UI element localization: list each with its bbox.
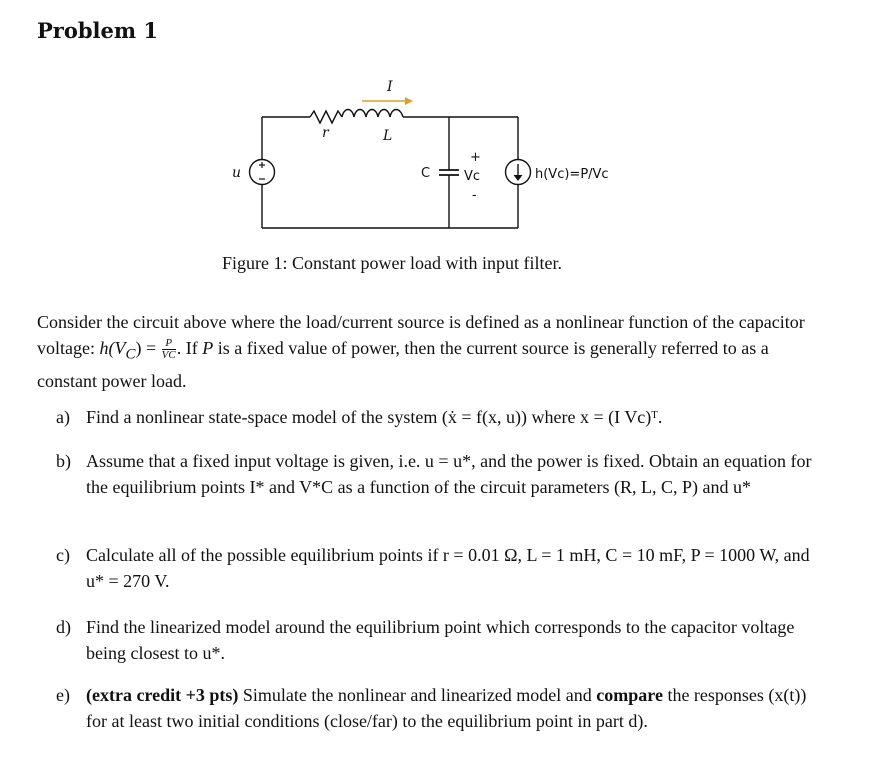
label-source: u [232,165,242,181]
intro-p: P [202,338,214,358]
intro-fraction [162,338,176,361]
current-arrow-head [405,97,413,105]
circuit-diagram [225,75,645,240]
item-label: e) [56,685,70,705]
intro-part1: Consider the circuit above where the load/current source is defined as a nonlinear function of the capacitor voltage: [37,312,805,358]
compare-word: compare [596,685,663,705]
label-resistor: r [322,125,329,141]
item-text: Find the linearized model around the equilibrium point which corresponds to the capacitor voltage being closest to u*. [86,617,795,663]
label-capacitor: C [421,166,431,181]
label-load: h(Vc)=P/Vc [535,167,609,182]
item-text: Calculate all of the possible equilibrium points if r = 0.01 Ω, L = 1 mH, C = 10 mF, P = 1000 W, and u* = 270 V. [86,545,810,591]
intro-eq-mid: ) = [135,338,161,358]
extra-credit-label: (extra credit +3 pts) [86,685,239,705]
intro-part2: . If [176,338,203,358]
circuit-figure [225,75,645,240]
fraction-denominator: VC [161,349,176,362]
item-text-rest: the responses (x(t)) for at least two initial conditions (close/far) to the equilibrium point in part d). [86,685,807,731]
list-item [56,614,822,666]
label-inductor: L [383,128,393,144]
label-vc-minus: - [472,188,477,203]
label-vc-plus: + [470,150,481,165]
item-text: Find a nonlinear state-space model of the system (ẋ = f(x, u)) where x = (I Vc)ᵀ. [86,407,663,427]
item-label: b) [56,451,71,471]
list-item [56,448,822,500]
item-text: Assume that a fixed input voltage is given, i.e. u = u*, and the power is fixed. Obtain an equation for the equilibrium points I* and V*C as a function of the circuit parameters (R, L, C, P) and u* [86,451,812,497]
item-label: a) [56,407,70,427]
problem-title: Problem 1 [37,18,159,43]
fraction-numerator: P [162,338,176,350]
item-label: c) [56,545,70,565]
list-item [56,404,822,430]
item-text [86,682,822,734]
figure-caption: Figure 1: Constant power load with input filter. [222,253,562,273]
list-item [56,682,822,734]
intro-paragraph [37,309,822,394]
list-item [56,542,822,594]
intro-eq-lhs: h(V [99,338,126,358]
item-label: d) [56,617,71,637]
item-text-mid: Simulate the nonlinear and linearized model and [238,685,597,705]
intro-part3: is a fixed value of power, then the current source is generally referred to as a constant power load. [37,338,769,391]
label-vc: Vc [464,169,481,184]
resistor-zigzag [310,111,342,123]
inductor-coil [342,110,403,118]
intro-eq-sub: C [125,346,136,363]
label-current: I [387,79,393,95]
